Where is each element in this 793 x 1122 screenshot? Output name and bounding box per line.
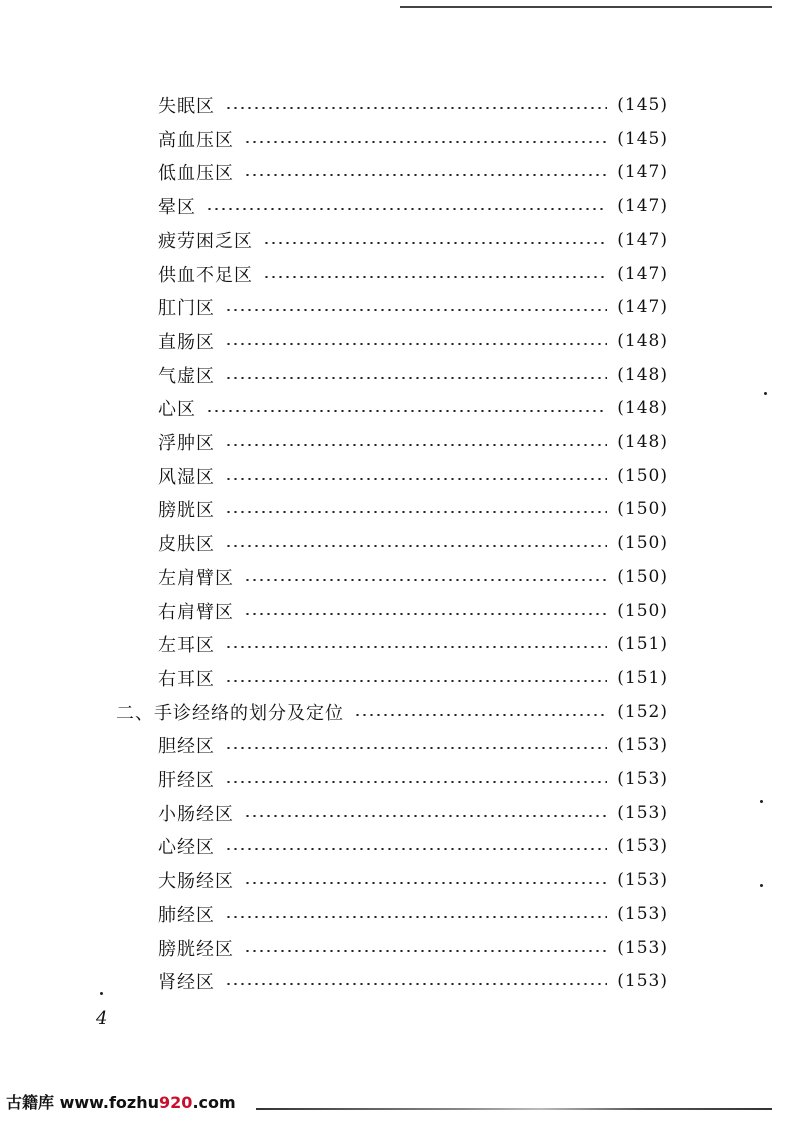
- toc-entry-title: 供血不足区: [158, 265, 253, 286]
- toc-page-number: (147): [617, 297, 668, 317]
- toc-page-number: (153): [617, 735, 668, 755]
- toc-entry-row: [158, 155, 668, 189]
- toc-entry-title: 肝经区: [158, 770, 215, 791]
- toc-entry-row: [158, 728, 668, 762]
- toc-entry-title: 浮肿区: [158, 433, 215, 454]
- toc-page-number: (153): [617, 971, 668, 991]
- toc-page-number: (145): [617, 95, 668, 115]
- toc-page-number: (150): [617, 601, 668, 621]
- toc-page-number: (150): [617, 533, 668, 553]
- dot-leader: [263, 276, 607, 278]
- toc-page-number: (153): [617, 769, 668, 789]
- toc-entry-row: [158, 762, 668, 796]
- dot-leader: [225, 309, 607, 311]
- toc-entry-row: [158, 627, 668, 661]
- dot-leader: [244, 174, 607, 176]
- toc-page-number: (148): [617, 398, 668, 418]
- toc-page-number: (151): [617, 634, 668, 654]
- toc-entry-title: 右耳区: [158, 669, 215, 690]
- dot-leader: [225, 343, 607, 345]
- toc-entry-title: 右肩臂区: [158, 602, 234, 623]
- dot-leader: [206, 410, 607, 412]
- toc-page-number: (153): [617, 938, 668, 958]
- toc-entry-title: 疲劳困乏区: [158, 231, 253, 252]
- toc-page-number: (150): [617, 499, 668, 519]
- toc-entry-title: 失眠区: [158, 96, 215, 117]
- toc-entry-title: 低血压区: [158, 163, 234, 184]
- toc-page-number: (148): [617, 365, 668, 385]
- toc-entry-title: 晕区: [158, 197, 196, 218]
- top-rule: [400, 6, 772, 8]
- dot-leader: [225, 983, 607, 985]
- toc-section-row: [116, 695, 668, 729]
- toc-entry-row: [158, 661, 668, 695]
- toc-entry-title: 气虚区: [158, 366, 215, 387]
- dot-leader: [244, 882, 607, 884]
- dot-leader: [225, 680, 607, 682]
- scan-speck: [764, 392, 767, 395]
- toc-entry-title: 膀胱区: [158, 500, 215, 521]
- dot-leader: [225, 377, 607, 379]
- toc-entry-row: [158, 492, 668, 526]
- toc-page-number: (150): [617, 466, 668, 486]
- toc-entry-title: 肛门区: [158, 298, 215, 319]
- dot-leader: [225, 478, 607, 480]
- dot-leader: [206, 208, 607, 210]
- page-folio: 4: [96, 1008, 108, 1029]
- toc-entry-row: [158, 257, 668, 291]
- dot-leader: [354, 714, 607, 716]
- dot-leader: [225, 747, 607, 749]
- toc-entry-title: 风湿区: [158, 467, 215, 488]
- toc-entry-row: [158, 88, 668, 122]
- toc-entry-row: [158, 594, 668, 628]
- dot-leader: [244, 579, 607, 581]
- dot-leader: [244, 815, 607, 817]
- dot-leader: [225, 646, 607, 648]
- toc-entry-row: [158, 526, 668, 560]
- scan-speck: [100, 992, 103, 995]
- toc-entry-row: [158, 897, 668, 931]
- toc-entry-title: 小肠经区: [158, 804, 234, 825]
- toc-entry-row: [158, 358, 668, 392]
- toc-page-number: (147): [617, 196, 668, 216]
- dot-leader: [225, 545, 607, 547]
- dot-leader: [263, 242, 607, 244]
- dot-leader: [225, 511, 607, 513]
- bottom-rule: [256, 1108, 772, 1110]
- toc-page-number: (148): [617, 331, 668, 351]
- toc-entry-row: [158, 796, 668, 830]
- watermark-prefix: 古籍库 www.fozhu: [6, 1093, 160, 1112]
- toc-entry-title: 左耳区: [158, 635, 215, 656]
- toc-page-number: (153): [617, 803, 668, 823]
- toc-entry-title: 膀胱经区: [158, 939, 234, 960]
- dot-leader: [225, 848, 607, 850]
- toc-entry-title: 大肠经区: [158, 871, 234, 892]
- toc-entry-title: 肺经区: [158, 905, 215, 926]
- toc-entry-title: 心区: [158, 399, 196, 420]
- toc-entry-row: [158, 829, 668, 863]
- toc-entry-title: 高血压区: [158, 130, 234, 151]
- toc-page-number: (147): [617, 162, 668, 182]
- toc-page-number: (153): [617, 836, 668, 856]
- toc-entry-row: [158, 863, 668, 897]
- toc-entry-row: [158, 324, 668, 358]
- toc-page-number: (153): [617, 904, 668, 924]
- toc-entry-title: 心经区: [158, 837, 215, 858]
- scan-speck: [760, 884, 763, 887]
- toc-page-number: (150): [617, 567, 668, 587]
- watermark-highlight: 920: [159, 1093, 193, 1112]
- toc-page-number: (152): [617, 702, 668, 722]
- toc-entry-title: 肾经区: [158, 972, 215, 993]
- toc-entry-row: [158, 425, 668, 459]
- scan-speck: [760, 800, 763, 803]
- toc-page-number: (145): [617, 129, 668, 149]
- toc-entry-row: [158, 122, 668, 156]
- toc-entry-title: 直肠区: [158, 332, 215, 353]
- dot-leader: [225, 444, 607, 446]
- dot-leader: [225, 107, 607, 109]
- toc-entry-row: [158, 189, 668, 223]
- dot-leader: [244, 141, 607, 143]
- toc-entry-title: 二、手诊经络的划分及定位: [116, 703, 344, 724]
- toc-page-number: (147): [617, 264, 668, 284]
- toc-entry-title: 左肩臂区: [158, 568, 234, 589]
- toc-page-number: (148): [617, 432, 668, 452]
- toc-entry-row: [158, 223, 668, 257]
- site-watermark: [6, 1090, 236, 1113]
- toc-entry-title: 皮肤区: [158, 534, 215, 555]
- toc-entry-title: 胆经区: [158, 736, 215, 757]
- toc-entry-row: [158, 459, 668, 493]
- toc-entry-row: [158, 560, 668, 594]
- toc-entry-row: [158, 290, 668, 324]
- watermark-suffix: .com: [192, 1093, 236, 1112]
- toc-entry-row: [158, 391, 668, 425]
- toc-entry-row: [158, 931, 668, 965]
- dot-leader: [225, 916, 607, 918]
- toc-page-number: (151): [617, 668, 668, 688]
- dot-leader: [225, 781, 607, 783]
- dot-leader: [244, 950, 607, 952]
- toc-entry-row: [158, 964, 668, 998]
- toc-page-number: (147): [617, 230, 668, 250]
- toc-page-number: (153): [617, 870, 668, 890]
- dot-leader: [244, 613, 607, 615]
